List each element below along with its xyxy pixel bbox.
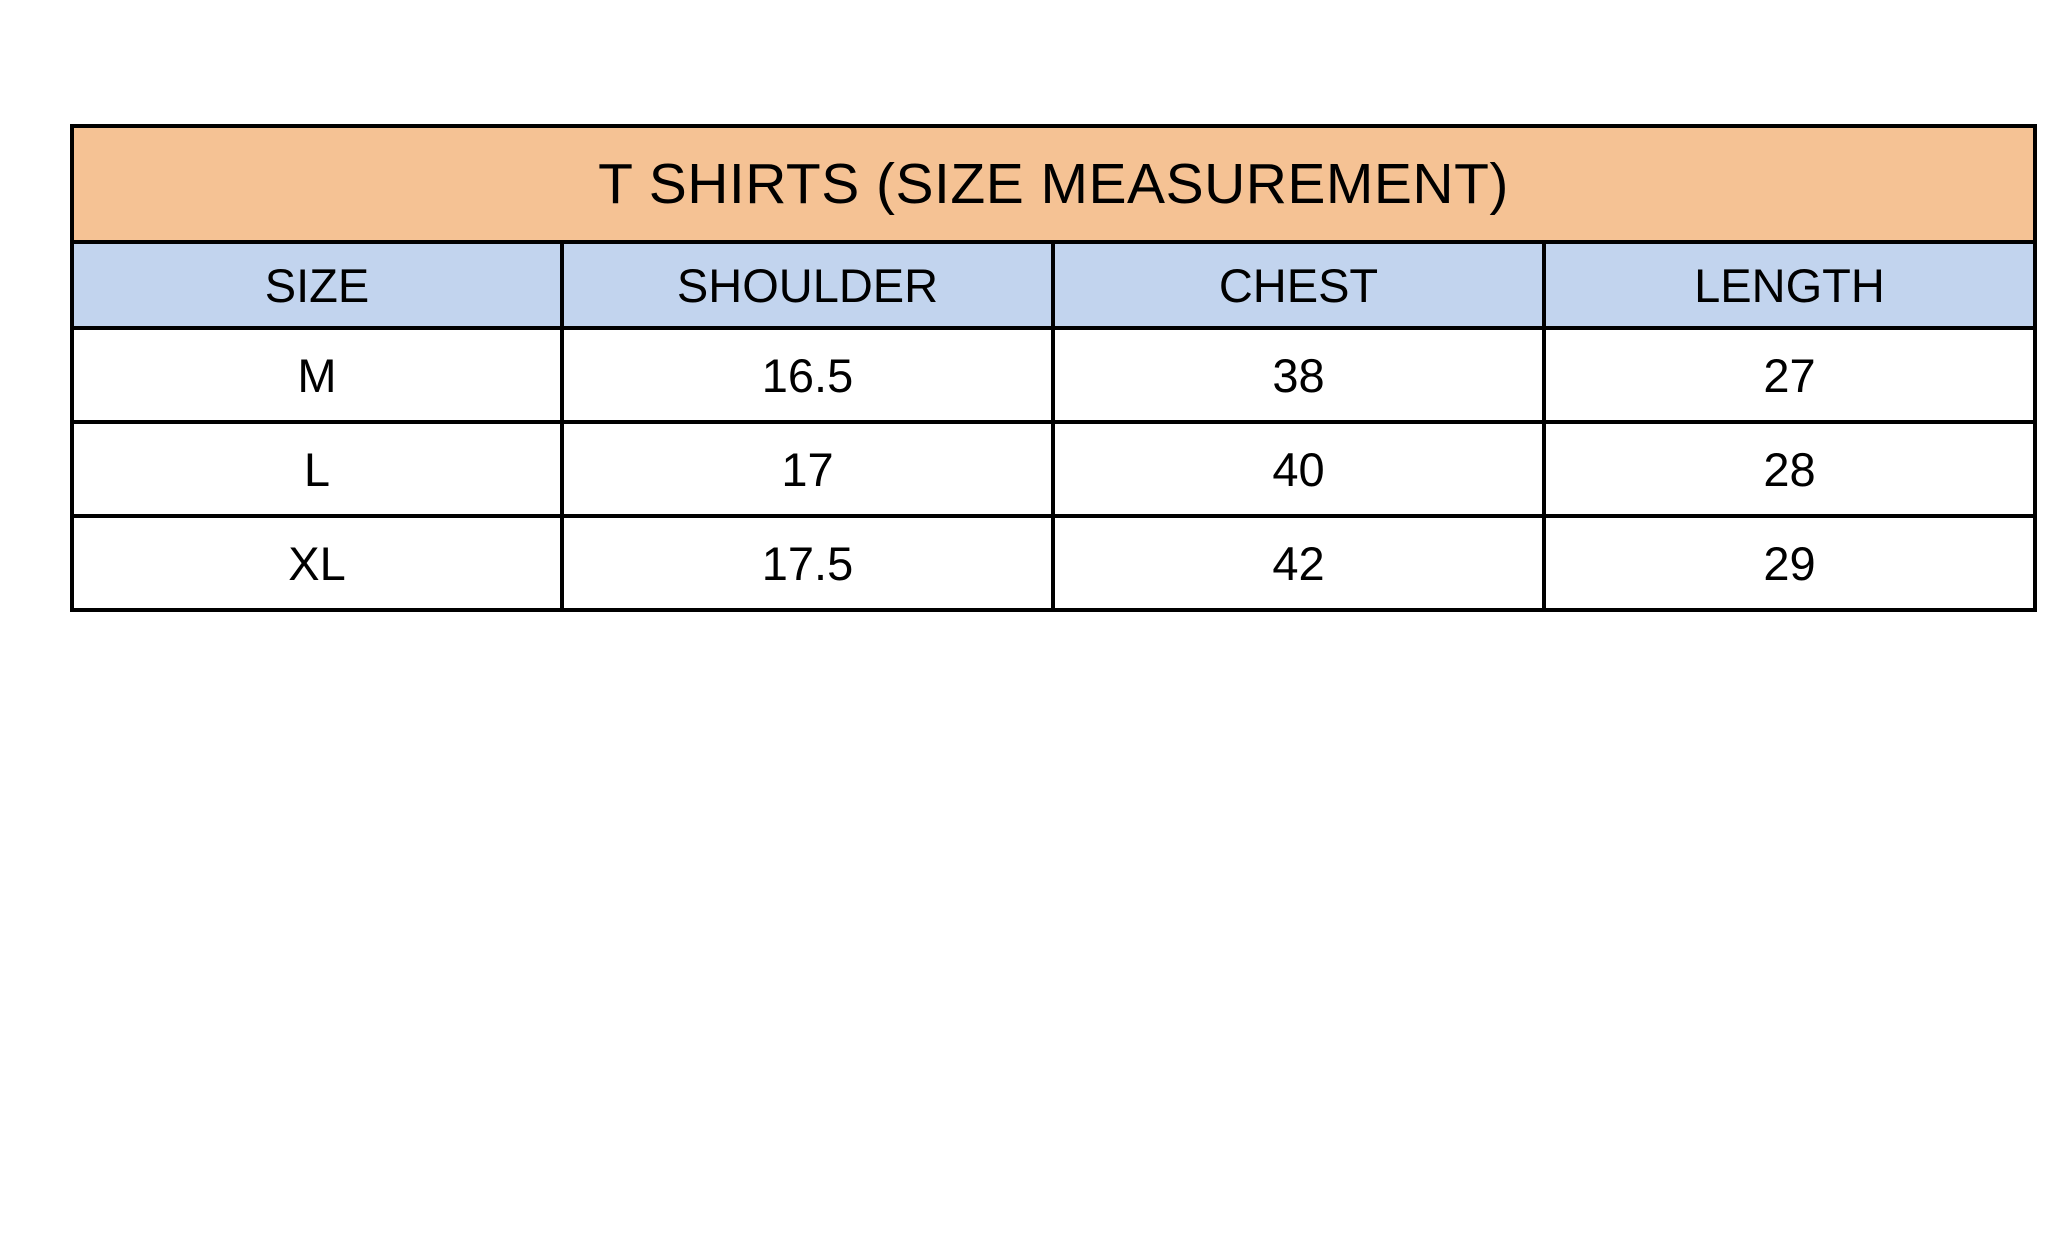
table-title-row bbox=[72, 126, 2035, 242]
cell-shoulder: 17.5 bbox=[562, 516, 1053, 610]
table-row bbox=[72, 328, 2035, 422]
cell-chest: 38 bbox=[1053, 328, 1544, 422]
table-row bbox=[72, 422, 2035, 516]
cell-chest: 40 bbox=[1053, 422, 1544, 516]
column-header-length: LENGTH bbox=[1544, 242, 2035, 328]
table-row bbox=[72, 516, 2035, 610]
cell-length: 28 bbox=[1544, 422, 2035, 516]
column-header-shoulder: SHOULDER bbox=[562, 242, 1053, 328]
cell-shoulder: 16.5 bbox=[562, 328, 1053, 422]
column-header-size: SIZE bbox=[72, 242, 562, 328]
cell-size: XL bbox=[72, 516, 562, 610]
cell-chest: 42 bbox=[1053, 516, 1544, 610]
cell-shoulder: 17 bbox=[562, 422, 1053, 516]
table-title: T SHIRTS (SIZE MEASUREMENT) bbox=[72, 126, 2035, 242]
cell-size: L bbox=[72, 422, 562, 516]
cell-length: 27 bbox=[1544, 328, 2035, 422]
cell-size: M bbox=[72, 328, 562, 422]
column-header-chest: CHEST bbox=[1053, 242, 1544, 328]
cell-length: 29 bbox=[1544, 516, 2035, 610]
size-chart-container bbox=[70, 124, 2033, 612]
table-header-row bbox=[72, 242, 2035, 328]
size-measurement-table bbox=[70, 124, 2037, 612]
